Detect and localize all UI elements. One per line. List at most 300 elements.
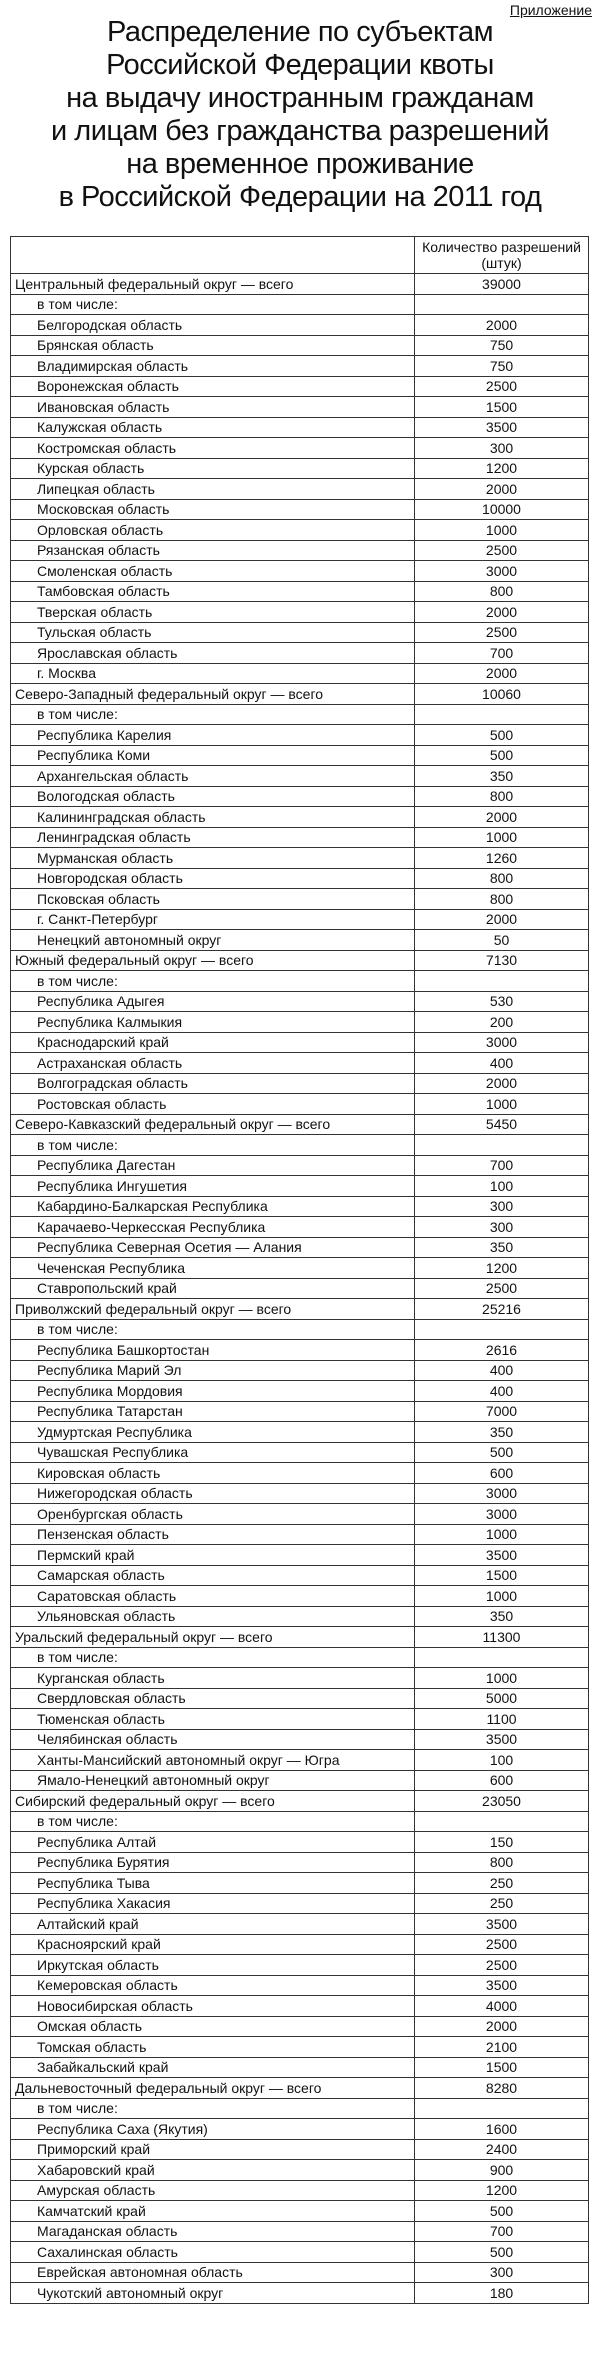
region-row [11,581,589,602]
region-row [11,1483,589,1504]
quota-value-cell: 2500 [415,376,589,397]
region-row [11,540,589,561]
quota-value-cell: 1000 [415,827,589,848]
subject-name-cell: Калининградская область [11,807,415,828]
quota-value-cell: 1200 [415,458,589,479]
quota-value-cell: 750 [415,335,589,356]
region-row [11,663,589,684]
region-row [11,438,589,459]
quota-value-cell: 500 [415,1442,589,1463]
quota-value-cell: 39000 [415,274,589,295]
region-row [11,1852,589,1873]
quota-value-cell: 2000 [415,1073,589,1094]
region-row [11,1073,589,1094]
region-row [11,1975,589,1996]
quota-value-cell: 1000 [415,1094,589,1115]
region-row [11,602,589,623]
region-row [11,807,589,828]
region-row [11,1893,589,1914]
quota-value-cell: 350 [415,1606,589,1627]
region-row [11,766,589,787]
quota-value-cell: 25216 [415,1299,589,1320]
quota-value-cell: 3500 [415,1975,589,1996]
quota-value-cell: 2000 [415,807,589,828]
including-row [11,1135,589,1156]
region-row [11,1668,589,1689]
subject-name-cell: Мурманская область [11,848,415,869]
subject-name-cell: Ленинградская область [11,827,415,848]
title-line: в Российской Федерации на 2011 год [58,181,542,213]
quota-value-cell [415,1647,589,1668]
subject-name-cell: Краснодарский край [11,1032,415,1053]
quota-value-cell: 3000 [415,1504,589,1525]
region-row [11,1955,589,1976]
subject-name-cell: Оренбургская область [11,1504,415,1525]
subject-name-cell: Республика Карелия [11,725,415,746]
page-title [0,16,600,214]
quota-value-cell: 8280 [415,2078,589,2099]
title-line: на выдачу иностранным гражданам [66,82,534,114]
subject-name-cell: Московская область [11,499,415,520]
quota-value-cell: 3500 [415,417,589,438]
quota-value-cell: 500 [415,2201,589,2222]
subject-name-cell: в том числе: [11,704,415,725]
quota-value-cell: 4000 [415,1996,589,2017]
quota-value-cell: 300 [415,438,589,459]
quota-value-cell: 250 [415,1873,589,1894]
region-row [11,2119,589,2140]
subject-name-cell: Чувашская Республика [11,1442,415,1463]
region-row [11,2160,589,2181]
region-row [11,417,589,438]
quota-value-cell: 400 [415,1360,589,1381]
quota-value-cell: 2000 [415,663,589,684]
quota-value-cell: 800 [415,889,589,910]
subject-name-cell: Кабардино-Балкарская Республика [11,1196,415,1217]
quota-value-cell: 1200 [415,1258,589,1279]
subject-name-cell: Тюменская область [11,1709,415,1730]
quota-value-cell: 300 [415,2262,589,2283]
subject-name-cell: Республика Северная Осетия — Алания [11,1237,415,1258]
subject-name-cell: Амурская область [11,2180,415,2201]
quota-value-cell: 2000 [415,909,589,930]
region-row [11,889,589,910]
subject-name-cell: Ненецкий автономный округ [11,930,415,951]
region-row [11,2221,589,2242]
subject-name-cell: Волгоградская область [11,1073,415,1094]
district-row [11,1627,589,1648]
quota-value-cell: 10000 [415,499,589,520]
subject-name-cell: Томская область [11,2037,415,2058]
region-row [11,458,589,479]
region-row [11,1032,589,1053]
quota-value-cell: 400 [415,1381,589,1402]
region-row [11,1832,589,1853]
subject-name-cell: Псковская область [11,889,415,910]
subject-name-cell: Пензенская область [11,1524,415,1545]
subject-name-cell: Орловская область [11,520,415,541]
subject-name-cell: Новгородская область [11,868,415,889]
subject-name-cell: в том числе: [11,1135,415,1156]
quota-value-cell: 23050 [415,1791,589,1812]
subject-name-cell: Республика Хакасия [11,1893,415,1914]
subject-name-cell: Кировская область [11,1463,415,1484]
subject-name-cell: Курганская область [11,1668,415,1689]
quota-value-cell: 1500 [415,1565,589,1586]
quota-value-cell: 2500 [415,1278,589,1299]
subject-name-cell: Дальневосточный федеральный округ — всего [11,2078,415,2099]
region-row [11,1934,589,1955]
subject-name-cell: Республика Башкортостан [11,1340,415,1361]
quota-value-cell: 100 [415,1750,589,1771]
quota-value-cell: 2000 [415,2016,589,2037]
quota-value-cell [415,1811,589,1832]
region-row [11,1565,589,1586]
region-row [11,643,589,664]
including-row [11,1811,589,1832]
subject-name-cell: Ямало-Ненецкий автономный округ [11,1770,415,1791]
including-row [11,971,589,992]
quota-value-cell: 2500 [415,1934,589,1955]
region-row [11,827,589,848]
subject-name-cell: в том числе: [11,2098,415,2119]
quota-value-cell: 3500 [415,1545,589,1566]
title-line: на временное проживание [126,148,474,180]
district-row [11,1299,589,1320]
quantity-column-header [415,237,589,274]
quota-value-cell: 2500 [415,622,589,643]
subject-name-cell: Самарская область [11,1565,415,1586]
subject-name-cell: Еврейская автономная область [11,2262,415,2283]
quota-value-cell [415,971,589,992]
quota-value-cell: 500 [415,745,589,766]
region-row [11,479,589,500]
quota-value-cell: 500 [415,725,589,746]
subject-name-cell: Северо-Западный федеральный округ — всего [11,684,415,705]
subject-name-cell: Ростовская область [11,1094,415,1115]
subject-name-cell: Смоленская область [11,561,415,582]
subject-name-cell: Республика Бурятия [11,1852,415,1873]
appendix-label: Приложение [509,2,592,18]
region-row [11,1381,589,1402]
region-row [11,2283,589,2304]
quota-value-cell: 500 [415,2242,589,2263]
district-row [11,2078,589,2099]
quota-value-cell: 2500 [415,540,589,561]
title-line: Распределение по субъектам [106,16,494,48]
subject-name-cell: Владимирская область [11,356,415,377]
title-line: Российской Федерации квоты [106,49,494,81]
region-row [11,2139,589,2160]
quota-value-cell: 1600 [415,2119,589,2140]
region-row [11,1750,589,1771]
title-line: и лицам без гражданства разрешений [51,115,549,147]
including-row [11,1319,589,1340]
quota-value-cell: 700 [415,643,589,664]
quota-value-cell: 300 [415,1217,589,1238]
subject-name-cell: Республика Татарстан [11,1401,415,1422]
subject-name-cell: Свердловская область [11,1688,415,1709]
subject-name-cell: Республика Саха (Якутия) [11,2119,415,2140]
quota-value-cell: 2500 [415,1955,589,1976]
including-row [11,294,589,315]
region-row [11,622,589,643]
subject-name-cell: Челябинская область [11,1729,415,1750]
subject-name-cell: Красноярский край [11,1934,415,1955]
subject-name-cell: Республика Алтай [11,1832,415,1853]
quota-value-cell: 250 [415,1893,589,1914]
quota-value-cell: 800 [415,868,589,889]
quota-value-cell: 1000 [415,520,589,541]
region-row [11,1012,589,1033]
region-row [11,1709,589,1730]
subject-name-cell: Забайкальский край [11,2057,415,2078]
subject-name-cell: Костромская область [11,438,415,459]
subject-name-cell: Камчатский край [11,2201,415,2222]
quota-value-cell: 400 [415,1053,589,1074]
subject-name-cell: Тамбовская область [11,581,415,602]
subject-name-cell: Архангельская область [11,766,415,787]
region-row [11,1340,589,1361]
including-row [11,2098,589,2119]
quota-value-cell: 600 [415,1463,589,1484]
subject-name-cell: Ульяновская область [11,1606,415,1627]
quota-value-cell: 1100 [415,1709,589,1730]
region-row [11,1278,589,1299]
quota-value-cell [415,1319,589,1340]
subject-name-cell: Астраханская область [11,1053,415,1074]
quota-value-cell: 800 [415,786,589,807]
quantity-header-unit: (штук) [481,255,522,271]
subject-name-cell: Ставропольский край [11,1278,415,1299]
district-row [11,1791,589,1812]
subject-name-cell: Республика Ингушетия [11,1176,415,1197]
quota-value-cell: 1200 [415,2180,589,2201]
subject-name-cell: Чеченская Республика [11,1258,415,1279]
quota-value-cell: 350 [415,1422,589,1443]
subject-name-cell: Приморский край [11,2139,415,2160]
subject-name-cell: Республика Коми [11,745,415,766]
including-row [11,1647,589,1668]
quota-value-cell: 530 [415,991,589,1012]
subject-name-cell: Иркутская область [11,1955,415,1976]
subject-name-cell: Калужская область [11,417,415,438]
region-row [11,499,589,520]
subject-name-cell: Уральский федеральный округ — всего [11,1627,415,1648]
quota-value-cell: 1000 [415,1586,589,1607]
quota-table [10,236,589,2304]
region-row [11,991,589,1012]
region-row [11,376,589,397]
region-row [11,1094,589,1115]
quantity-header-line: Количество разрешений [422,239,581,255]
region-row [11,745,589,766]
district-row [11,684,589,705]
subject-name-cell: Республика Калмыкия [11,1012,415,1033]
quota-value-cell: 700 [415,2221,589,2242]
quota-value-cell: 700 [415,1155,589,1176]
quota-value-cell: 11300 [415,1627,589,1648]
quota-value-cell: 1000 [415,1524,589,1545]
subject-name-cell: Республика Тыва [11,1873,415,1894]
subject-column-header [11,237,415,274]
region-row [11,356,589,377]
district-row [11,1114,589,1135]
subject-name-cell: Ярославская область [11,643,415,664]
subject-name-cell: Курская область [11,458,415,479]
subject-name-cell: Вологодская область [11,786,415,807]
quota-value-cell: 3000 [415,1032,589,1053]
quota-value-cell: 100 [415,1176,589,1197]
region-row [11,930,589,951]
region-row [11,520,589,541]
region-row [11,335,589,356]
region-row [11,2242,589,2263]
region-row [11,1688,589,1709]
subject-name-cell: Республика Дагестан [11,1155,415,1176]
subject-name-cell: Карачаево-Черкесская Республика [11,1217,415,1238]
subject-name-cell: Омская область [11,2016,415,2037]
region-row [11,397,589,418]
region-row [11,1914,589,1935]
region-row [11,2201,589,2222]
quota-value-cell: 800 [415,581,589,602]
quota-value-cell: 5000 [415,1688,589,1709]
quota-value-cell: 1500 [415,397,589,418]
region-row [11,1360,589,1381]
subject-name-cell: Южный федеральный округ — всего [11,950,415,971]
quota-value-cell [415,2098,589,2119]
region-row [11,786,589,807]
quota-value-cell: 2000 [415,602,589,623]
quota-value-cell: 800 [415,1852,589,1873]
subject-name-cell: Сахалинская область [11,2242,415,2263]
region-row [11,1401,589,1422]
subject-name-cell: Сибирский федеральный округ — всего [11,1791,415,1812]
quota-value-cell: 150 [415,1832,589,1853]
subject-name-cell: в том числе: [11,1647,415,1668]
region-row [11,1606,589,1627]
subject-name-cell: Саратовская область [11,1586,415,1607]
subject-name-cell: Удмуртская Республика [11,1422,415,1443]
subject-name-cell: Ханты-Мансийский автономный округ — Югра [11,1750,415,1771]
including-row [11,704,589,725]
region-row [11,1504,589,1525]
subject-name-cell: Центральный федеральный округ — всего [11,274,415,295]
region-row [11,2057,589,2078]
quota-value-cell [415,1135,589,1156]
subject-name-cell: Кемеровская область [11,1975,415,1996]
quota-value-cell [415,704,589,725]
region-row [11,561,589,582]
subject-name-cell: г. Москва [11,663,415,684]
subject-name-cell: Республика Мордовия [11,1381,415,1402]
quota-value-cell: 3000 [415,1483,589,1504]
quota-value-cell: 2616 [415,1340,589,1361]
subject-name-cell: Ивановская область [11,397,415,418]
district-row [11,274,589,295]
region-row [11,1217,589,1238]
subject-name-cell: г. Санкт-Петербург [11,909,415,930]
quota-value-cell: 750 [415,356,589,377]
region-row [11,1463,589,1484]
region-row [11,1873,589,1894]
quota-value-cell: 50 [415,930,589,951]
quota-value-cell: 10060 [415,684,589,705]
subject-name-cell: Пермский край [11,1545,415,1566]
quota-value-cell: 1260 [415,848,589,869]
quota-value-cell [415,294,589,315]
region-row [11,2016,589,2037]
quota-value-cell: 2000 [415,315,589,336]
quota-value-cell: 3000 [415,561,589,582]
quota-value-cell: 350 [415,766,589,787]
subject-name-cell: Тульская область [11,622,415,643]
quota-value-cell: 1000 [415,1668,589,1689]
subject-name-cell: Северо-Кавказский федеральный округ — всего [11,1114,415,1135]
subject-name-cell: Хабаровский край [11,2160,415,2181]
district-row [11,950,589,971]
quota-value-cell: 900 [415,2160,589,2181]
subject-name-cell: Республика Марий Эл [11,1360,415,1381]
subject-name-cell: в том числе: [11,294,415,315]
table-header-row [11,237,589,274]
subject-name-cell: Чукотский автономный округ [11,2283,415,2304]
quota-value-cell: 3500 [415,1914,589,1935]
quota-value-cell: 7130 [415,950,589,971]
region-row [11,2262,589,2283]
quota-value-cell: 200 [415,1012,589,1033]
quota-value-cell: 2000 [415,479,589,500]
subject-name-cell: Белгородская область [11,315,415,336]
region-row [11,848,589,869]
quota-value-cell: 180 [415,2283,589,2304]
quota-value-cell: 350 [415,1237,589,1258]
region-row [11,1545,589,1566]
subject-name-cell: Нижегородская область [11,1483,415,1504]
quota-value-cell: 2100 [415,2037,589,2058]
region-row [11,1196,589,1217]
subject-name-cell: Республика Адыгея [11,991,415,1012]
region-row [11,1155,589,1176]
quota-value-cell: 7000 [415,1401,589,1422]
subject-name-cell: Липецкая область [11,479,415,500]
quota-value-cell: 3500 [415,1729,589,1750]
region-row [11,1442,589,1463]
region-row [11,1770,589,1791]
region-row [11,2037,589,2058]
subject-name-cell: Брянская область [11,335,415,356]
subject-name-cell: в том числе: [11,1811,415,1832]
region-row [11,315,589,336]
region-row [11,1524,589,1545]
region-row [11,909,589,930]
quota-value-cell: 5450 [415,1114,589,1135]
region-row [11,1053,589,1074]
subject-name-cell: Новосибирская область [11,1996,415,2017]
quota-value-cell: 300 [415,1196,589,1217]
subject-name-cell: в том числе: [11,1319,415,1340]
subject-name-cell: Магаданская область [11,2221,415,2242]
quota-value-cell: 600 [415,1770,589,1791]
quota-table-body [11,274,589,2304]
subject-name-cell: Алтайский край [11,1914,415,1935]
subject-name-cell: в том числе: [11,971,415,992]
region-row [11,2180,589,2201]
region-row [11,1237,589,1258]
region-row [11,1586,589,1607]
region-row [11,1729,589,1750]
